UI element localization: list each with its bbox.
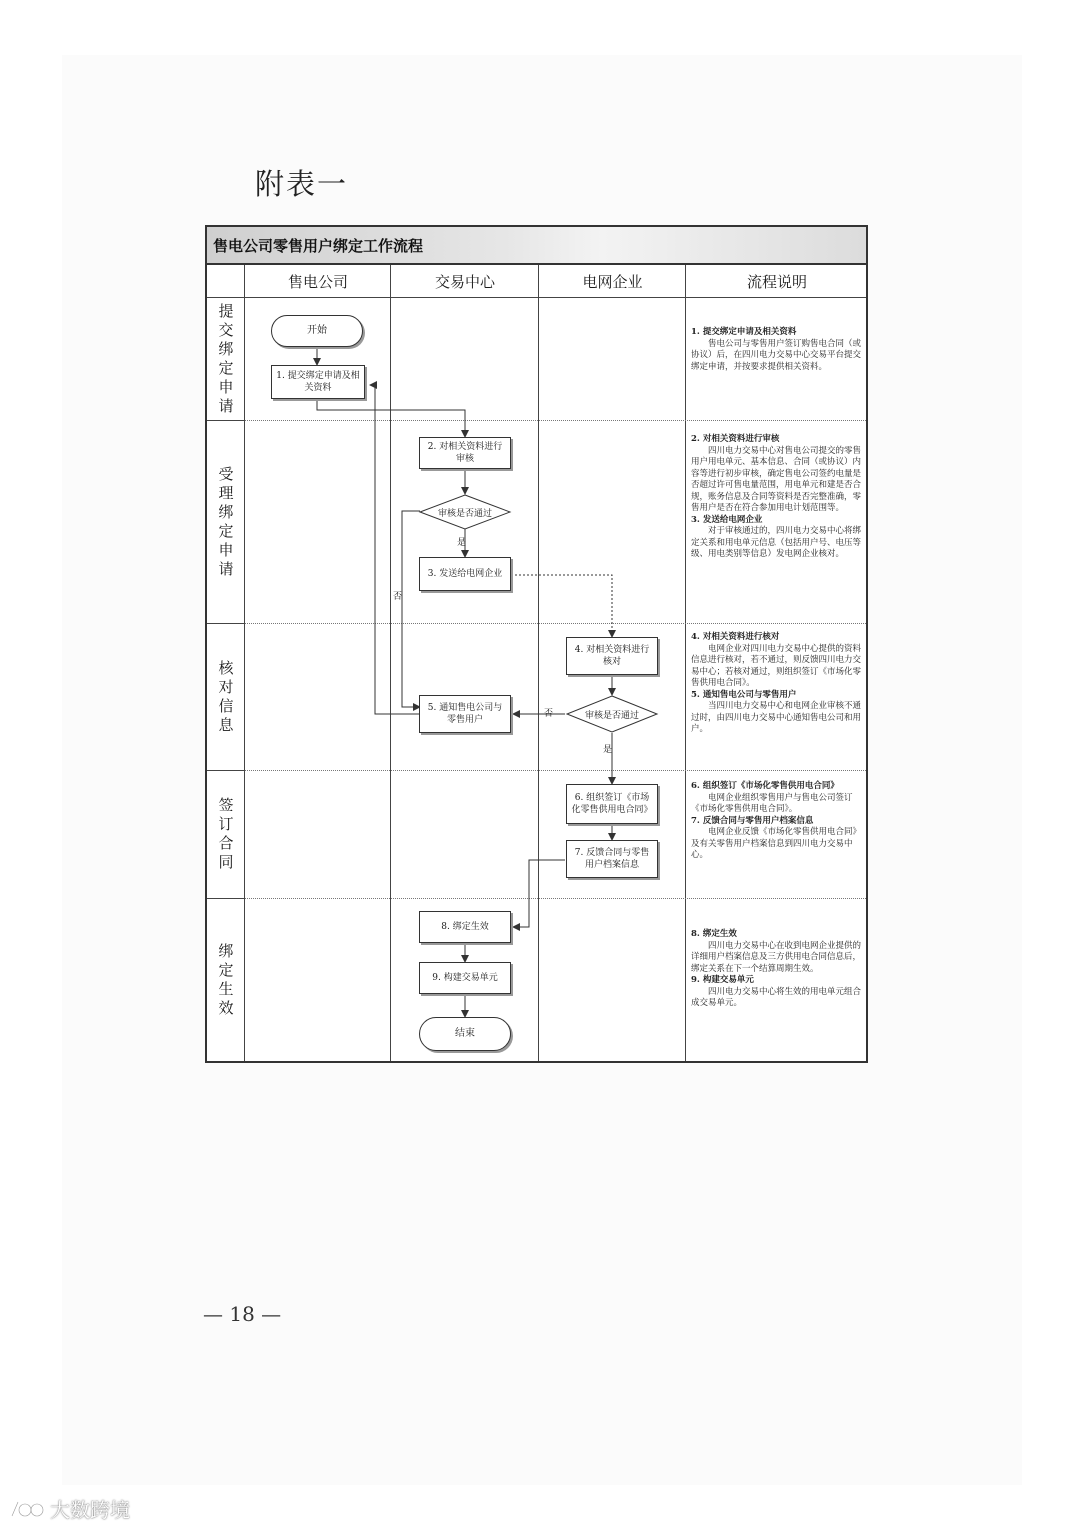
no-label-1: 否 — [393, 592, 403, 602]
description-1: 1. 提交绑定申请及相关资料 售电公司与零售用户签订购售电合同（或协议）后，在四川电力交易中心交易平台提交绑定申请，并按要求提供相关资料。 — [691, 327, 862, 372]
decision-1: 审核是否通过 — [437, 508, 492, 519]
lane-header-retailer: 售电公司 — [287, 272, 348, 291]
step-6-box: 6. 组织签订《市场化零售供用电合同》 — [566, 784, 658, 824]
description-8-9: 8. 绑定生效 四川电力交易中心在收到电网企业提供的详细用户档案信息及三方供用电合同信息后，绑定关系在下一个结算周期生效。 9. 构建交易单元 四川电力交易中心将生效的用电单元组合成交易单元。 — [691, 929, 862, 1008]
no-label-2: 否 — [544, 709, 554, 719]
step-4-box: 4. 对相关资料进行核对 — [566, 637, 658, 675]
flowchart-table — [205, 225, 868, 1063]
step-7-box: 7. 反馈合同与零售用户档案信息 — [566, 840, 658, 878]
watermark-logo-icon — [8, 1498, 46, 1520]
lane-header-grid: 电网企业 — [582, 272, 643, 291]
phase-contract: 签订合同 — [218, 796, 234, 871]
watermark — [8, 1494, 130, 1523]
flowchart-title: 售电公司零售用户绑定工作流程 — [213, 237, 424, 255]
description-2-3: 2. 对相关资料进行审核 四川电力交易中心对售电公司提交的零售用户用电单元、基本信息、合同（或协议）内容等进行初步审核，确定售电公司签约电量是否超过许可售电量范围，用电单元和建是否合规，账务信息及合同等资料是否完整准确，零售用户是否在符合参加用电计划范围等。 3. 发送给电网企业 对于审核通过的，四川电力交易中心将绑定关系和用电单元信息（包括用户号、电压等级、用电类别等信息）发电网企业核对。 — [691, 434, 862, 559]
step-8-box: 8. 绑定生效 — [419, 911, 511, 943]
yes-label-2: 是 — [603, 745, 613, 755]
step-9-box: 9. 构建交易单元 — [419, 962, 511, 994]
step-5-box: 5. 通知售电公司与零售用户 — [419, 695, 511, 733]
step-2-box: 2. 对相关资料进行审核 — [419, 437, 511, 469]
phase-verify: 核对信息 — [218, 658, 234, 734]
step-3-box: 3. 发送给电网企业 — [419, 557, 511, 591]
lane-header-exchange: 交易中心 — [434, 272, 495, 291]
decision-2: 审核是否通过 — [584, 710, 639, 721]
description-6-7: 6. 组织签订《市场化零售供用电合同》 电网企业组织零售用户与售电公司签订《市场化零售供用电合同》。 7. 反馈合同与零售用户档案信息 电网企业反馈《市场化零售供用电合同》及有关零售用户档案信息到四川电力交易中心。 — [691, 781, 862, 860]
lane-header-description: 流程说明 — [746, 272, 807, 291]
start-node: 开始 — [271, 315, 363, 347]
description-4-5: 4. 对相关资料进行核对 电网企业对四川电力交易中心提供的资料信息进行核对，若不通过，则反馈四川电力交易中心；若核对通过，则组织签订《市场化零售供用电合同》。 5. 通知售电公司与零售用户 当四川电力交易中心和电网企业审核不通过时，由四川电力交易中心通知售电公司和用户。 — [691, 632, 862, 734]
phase-accept: 受理绑定申请 — [218, 464, 234, 578]
page-number: — 18 — — [203, 1302, 282, 1326]
end-node: 结束 — [419, 1017, 511, 1051]
appendix-title: 附表一 — [255, 167, 349, 201]
phase-effective: 绑定生效 — [218, 941, 234, 1017]
step-1-box: 1. 提交绑定申请及相关资料 — [271, 365, 365, 399]
watermark-text: 大数跨境 — [50, 1498, 130, 1522]
phase-submit: 提交绑定申请 — [218, 301, 234, 415]
yes-label-1: 是 — [457, 538, 467, 548]
